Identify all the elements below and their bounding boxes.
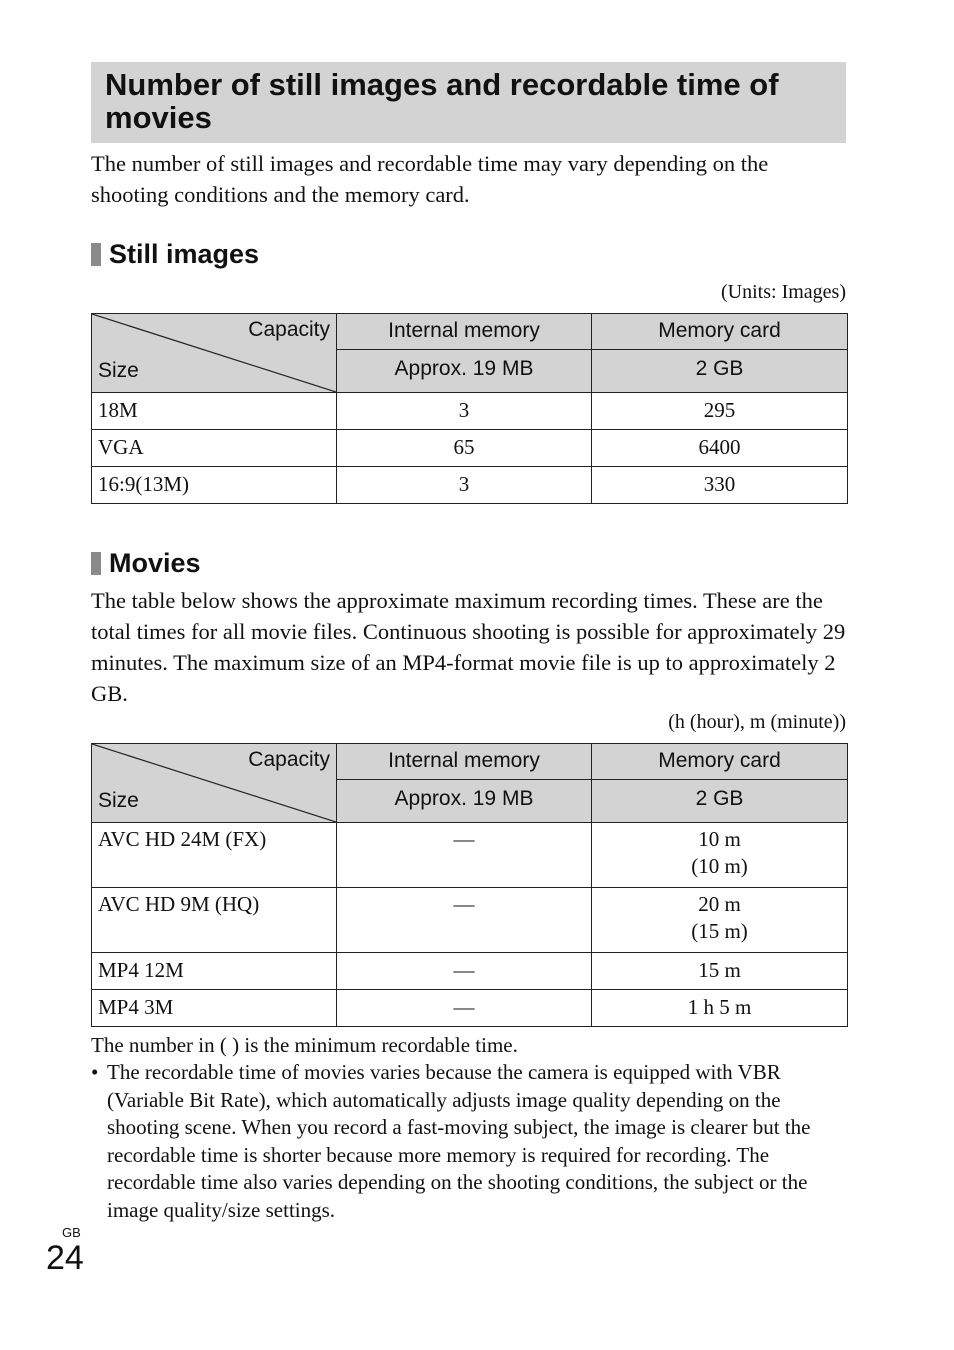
movies-table [91,743,848,1027]
capacity-label: Capacity [248,748,330,771]
card-cell: 295 [592,393,848,430]
bullet-icon: • [91,1060,99,1084]
bullet-text: The recordable time of movies varies because the camera is equipped with VBR (Variable Bit Rate), which automatically adjusts image quality depending on the shooting scene. When you record a fast-moving subject, the image is clearer but the recordable time is shorter because more memory is required for recording. The recordable time also varies depending on the shooting conditions, the subject or the image quality/size settings. [107,1060,811,1222]
intro-paragraph: The number of still images and recordable time may vary depending on the shooting conditions and the memory card. [91,151,769,207]
table-row [92,888,848,953]
still-units-label: (Units: Images) [721,281,846,303]
internal-capacity-header: Approx. 19 MB [337,350,592,393]
table-row [92,953,848,990]
still-images-table [91,313,848,504]
page-title: Number of still images and recordable time of movies [105,67,779,135]
card-cell [592,823,848,888]
page-title-box [91,62,846,143]
page-number: 24 [46,1239,84,1277]
card-cell: 330 [592,467,848,504]
section-marker-icon [91,552,101,575]
size-cell: 18M [92,393,337,430]
diagonal-header-cell [92,744,337,823]
diagonal-header-cell [92,314,337,393]
internal-cell: — [337,953,592,990]
internal-capacity-header: Approx. 19 MB [337,780,592,823]
internal-cell: — [337,990,592,1027]
card-cell: 15 m [592,953,848,990]
table-row [92,393,848,430]
page-region-label: GB [62,1225,81,1240]
size-cell: AVC HD 9M (HQ) [92,888,337,953]
size-cell: 16:9(13M) [92,467,337,504]
size-cell: MP4 12M [92,953,337,990]
vbr-bullet [91,1059,851,1224]
internal-memory-header: Internal memory [337,744,592,780]
still-images-heading-text: Still images [109,239,260,269]
table-row [92,467,848,504]
card-time: 10 m [698,827,741,851]
capacity-label: Capacity [248,318,330,341]
internal-cell: — [337,823,592,888]
internal-memory-header: Internal memory [337,314,592,350]
card-capacity-header: 2 GB [592,780,848,823]
movies-heading-text: Movies [109,548,201,578]
table-row [92,430,848,467]
table-row [92,990,848,1027]
card-time: 20 m [698,892,741,916]
memory-card-header: Memory card [592,314,848,350]
still-images-heading [91,239,259,269]
internal-cell: — [337,888,592,953]
size-label: Size [98,789,139,812]
size-cell: AVC HD 24M (FX) [92,823,337,888]
size-label: Size [98,359,139,382]
memory-card-header: Memory card [592,744,848,780]
movies-heading [91,548,201,578]
internal-cell: 3 [337,393,592,430]
movies-description: The table below shows the approximate maximum recording times. These are the total times for all movie files. Continuous shooting is possible for approximately 29 minutes. The maximum size of an MP4-format movie file is up to approximately 2 GB. [91,588,846,706]
footnote: The number in ( ) is the minimum recordable time. [91,1033,518,1057]
card-min-time: (10 m) [691,854,748,878]
size-cell: VGA [92,430,337,467]
movies-units-label: (h (hour), m (minute)) [668,711,846,733]
card-capacity-header: 2 GB [592,350,848,393]
section-marker-icon [91,243,101,266]
internal-cell: 3 [337,467,592,504]
internal-cell: 65 [337,430,592,467]
card-cell: 6400 [592,430,848,467]
size-cell: MP4 3M [92,990,337,1027]
card-min-time: (15 m) [691,919,748,943]
table-row [92,823,848,888]
card-cell [592,888,848,953]
card-cell: 1 h 5 m [592,990,848,1027]
